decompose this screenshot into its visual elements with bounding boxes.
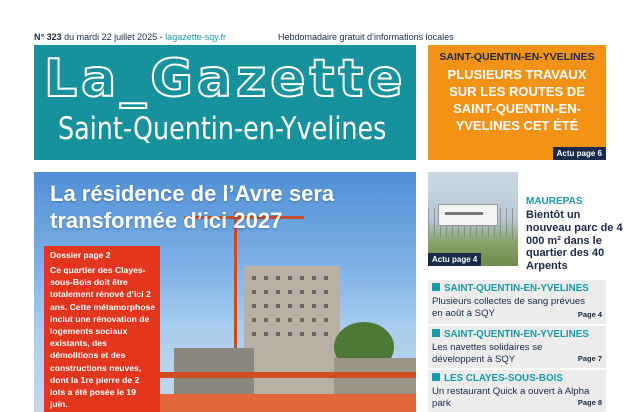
brief-kicker-text: LES CLAYES-SOUS-BOIS: [444, 373, 563, 384]
brief-page-ref: Page 7: [577, 354, 602, 363]
brief-page-ref: Page 4: [577, 310, 602, 319]
square-bullet-icon: [432, 283, 440, 291]
top-story-headline[interactable]: PLUSIEURS TRAVAUX SUR LES ROUTES DE SAINT-QUENTIN-EN-YVELINES CET ÉTÉ: [447, 67, 587, 133]
site-barrier: [160, 394, 416, 412]
website-link[interactable]: lagazette-sqy.fr: [165, 32, 227, 42]
brief-kicker: [432, 283, 589, 294]
issue-date: du mardi 22 juillet 2025 -: [61, 32, 166, 42]
issue-line: [34, 32, 226, 42]
brief-kicker-text: SAINT-QUENTIN-EN-YVELINES: [444, 329, 589, 340]
dossier-label: Dossier page 2: [50, 250, 111, 260]
lead-headline[interactable]: [50, 180, 334, 234]
brief-item[interactable]: [428, 326, 606, 368]
brief-kicker-text: SAINT-QUENTIN-EN-YVELINES: [444, 283, 589, 294]
apartment-tower: [244, 266, 340, 412]
brief-kicker: [432, 373, 563, 384]
brief-page-ref: Page 8: [577, 398, 602, 407]
scaffold-rail: [160, 372, 416, 378]
lead-headline-line1: La résidence de l’Avre sera: [50, 181, 335, 206]
masthead-title: La_Gazette: [44, 49, 407, 109]
tagline: Hebdomadaire gratuit d’informations locales: [278, 32, 454, 42]
square-bullet-icon: [432, 373, 440, 381]
top-story-page-ref: Actu page 6: [553, 147, 606, 160]
brief-text: Les navettes solidaires se développent à SQY: [432, 342, 543, 365]
park-sign: [438, 204, 498, 226]
square-bullet-icon: [432, 329, 440, 337]
brief-item[interactable]: [428, 370, 606, 412]
dossier-text: Ce quartier des Clayes-sous-Bois doit être totalement rénové d’ici 2 ans. Cette métamorphose inclut une rénovation de logements sociaux existants, des démolitions et des constructions neuves, dont la 1re pierre de 2 lots a été posée le 19 juin.: [50, 265, 156, 410]
dossier-box[interactable]: [44, 246, 160, 412]
side-story-page-ref: Actu page 4: [428, 253, 481, 266]
masthead-subtitle: Saint-Quentin-en-Yvelines: [58, 111, 387, 147]
masthead: [34, 45, 416, 160]
lead-headline-line2: transformée d’ici 2027: [50, 208, 283, 233]
brief-item[interactable]: [428, 280, 606, 324]
brief-text: Plusieurs collectes de sang prévues en août à SQY: [432, 296, 586, 319]
side-story-headline[interactable]: Bientôt un nouveau parc de 4 000 m² dans le quartier des 40 Arpents: [526, 209, 623, 273]
issue-number: N° 323: [34, 32, 62, 42]
side-story-kicker: MAUREPAS: [526, 196, 583, 207]
brief-text: Un restaurant Quick a ouvert à Alpha park: [432, 386, 590, 409]
top-story-kicker: SAINT-QUENTIN-EN-YVELINES: [439, 51, 595, 63]
side-story-photo: [428, 172, 518, 266]
top-story[interactable]: [428, 45, 606, 160]
brief-kicker: [432, 329, 589, 340]
